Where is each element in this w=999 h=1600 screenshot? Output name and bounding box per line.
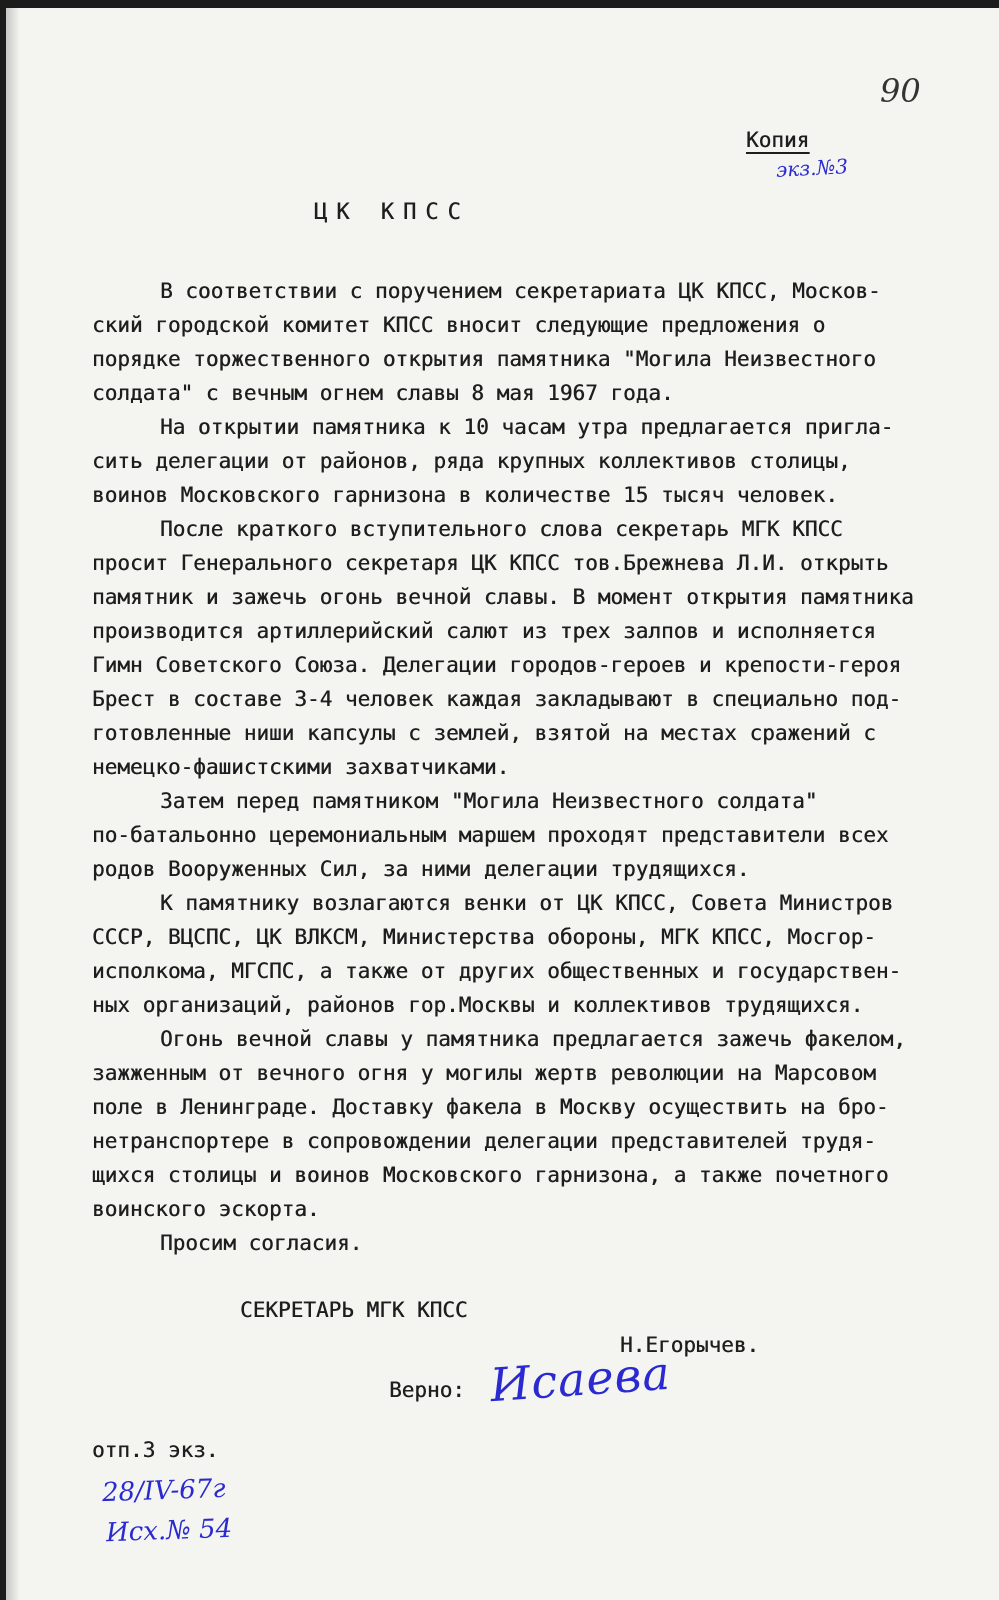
body-line: памятник и зажечь огонь вечной славы. В момент открытия памятника <box>92 585 914 609</box>
body-line: воинов Московского гарнизона в количестве 15 тысяч человек. <box>92 483 838 507</box>
body-line: Огонь вечной славы у памятника предлагается зажечь факелом, <box>160 1027 906 1051</box>
body-line: исполкома, МГСПС, а также от других общественных и государствен- <box>92 959 902 983</box>
body-line: Затем перед памятником "Могила Неизвестного солдата" <box>160 789 818 813</box>
body-line: поле в Ленинграде. Доставку факела в Москву осуществить на бро- <box>92 1095 889 1119</box>
body-line: После краткого вступительного слова секретарь МГК КПСС <box>160 517 843 541</box>
outgoing-number-handwritten: Исх.№ 54 <box>105 1513 233 1549</box>
signatory-name: Н.Егорычев. <box>620 1333 760 1357</box>
addressee-heading: ЦК КПСС <box>314 200 470 225</box>
body-line: ский городской комитет КПСС вносит следующие предложения о <box>92 313 826 337</box>
document-page <box>6 8 999 1600</box>
body-line: нетранспортере в сопровождении делегации представителей трудя- <box>92 1129 876 1153</box>
body-line: сить делегации от районов, ряда крупных коллективов столицы, <box>92 449 851 473</box>
date-handwritten: 28/IV-67г <box>101 1473 227 1509</box>
page-edge-shadow <box>6 8 20 1600</box>
verified-signature: Исаева <box>488 1345 673 1413</box>
body-line: В соответствии с поручением секретариата ЦК КПСС, Москов- <box>160 279 881 303</box>
body-line: зажженным от вечного огня у могилы жертв революции на Марсовом <box>92 1061 876 1085</box>
body-line: производится артиллерийский салют из трех залпов и исполняется <box>92 619 876 643</box>
body-line: по-батальонно церемониальным маршем проходят представители всех <box>92 823 889 847</box>
body-line: Гимн Советского Союза. Делегации городов-героев и крепости-героя <box>92 653 902 677</box>
copy-number-handwritten: экз.№3 <box>775 154 849 182</box>
body-line: щихся столицы и воинов Московского гарнизона, а также почетного <box>92 1163 889 1187</box>
body-line: СССР, ВЦСПС, ЦК ВЛКСМ, Министерства обороны, МГК КПСС, Мосгор- <box>92 925 876 949</box>
body-line: просит Генерального секретаря ЦК КПСС тов.Брежнева Л.И. открыть <box>92 551 889 575</box>
body-line: порядке торжественного открытия памятника "Могила Неизвестного <box>92 347 876 371</box>
body-line: На открытии памятника к 10 часам утра предлагается пригла- <box>160 415 894 439</box>
body-line: К памятнику возлагаются венки от ЦК КПСС, Совета Министров <box>160 891 894 915</box>
body-line: ных организаций, районов гор.Москвы и коллективов трудящихся. <box>92 993 864 1017</box>
copy-label: Копия <box>746 128 810 152</box>
signatory-title: СЕКРЕТАРЬ МГК КПСС <box>240 1298 468 1322</box>
body-line: Брест в составе 3-4 человек каждая закладывают в специально под- <box>92 687 902 711</box>
body-line: немецко-фашистскими захватчиками. <box>92 755 510 779</box>
body-line: готовленные ниши капсулы с землей, взятой на местах сражений с <box>92 721 876 745</box>
body-line: воинского эскорта. <box>92 1197 320 1221</box>
letter-body <box>92 274 987 1260</box>
copies-note: отп.3 экз. <box>92 1438 219 1462</box>
archive-folio-number: 90 <box>880 72 921 110</box>
body-line: солдата" с вечным огнем славы 8 мая 1967 года. <box>92 381 674 405</box>
body-line: родов Вооруженных Сил, за ними делегации трудящихся. <box>92 857 750 881</box>
verified-label: Верно: <box>389 1378 465 1402</box>
body-line: Просим согласия. <box>160 1231 363 1255</box>
